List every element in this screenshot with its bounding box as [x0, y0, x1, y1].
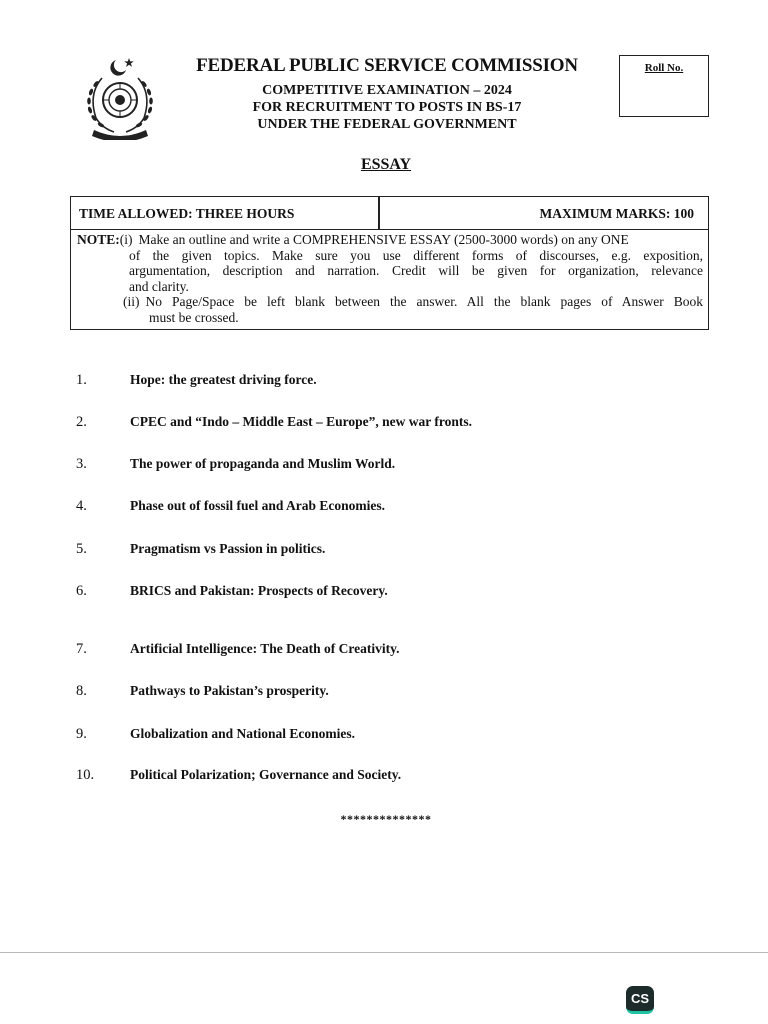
note-ii-line: No Page/Space be left blank between the answer. All the blank pages of Answer Book — [145, 294, 703, 309]
cell-divider — [378, 197, 380, 229]
topic-text: BRICS and Pakistan: Prospects of Recovery. — [130, 583, 388, 598]
topic-number: 6. — [76, 583, 87, 599]
note-line — [129, 263, 703, 279]
topic-number: 2. — [76, 414, 87, 430]
instructions-table — [70, 196, 709, 330]
topic-number: 5. — [76, 541, 87, 557]
note-i-tag: (i) — [119, 232, 133, 247]
topic-number: 8. — [76, 683, 87, 699]
note-line — [149, 310, 703, 326]
topic-text: The power of propaganda and Muslim World. — [130, 456, 396, 471]
topic-text: Phase out of fossil fuel and Arab Economies. — [130, 498, 386, 513]
note-ii-line: must be crossed. — [149, 309, 239, 325]
note-line — [123, 294, 703, 310]
note-i-line: and clarity. — [129, 278, 189, 294]
topic-number: 4. — [76, 498, 87, 514]
government-line: UNDER THE FEDERAL GOVERNMENT — [257, 117, 517, 132]
roll-number-label: Roll No. — [644, 62, 684, 74]
note-i-line: Make an outline and write a COMPREHENSIVE ESSAY (2500-3000 words) on any ONE — [138, 232, 629, 247]
topic-text: Hope: the greatest driving force. — [130, 372, 317, 387]
time-marks-row — [71, 197, 708, 230]
note-ii-tag: (ii) — [123, 294, 140, 309]
topic-text: Artificial Intelligence: The Death of Creativity. — [130, 641, 400, 656]
topic-number: 9. — [76, 726, 87, 742]
topic-text: Globalization and National Economies. — [130, 726, 356, 741]
note-lead: NOTE: — [77, 232, 120, 247]
organization-name: FEDERAL PUBLIC SERVICE COMMISSION — [196, 55, 578, 76]
note-line — [129, 279, 703, 295]
recruitment-line: FOR RECRUITMENT TO POSTS IN BS-17 — [252, 100, 522, 115]
roll-number-box — [619, 55, 709, 117]
exam-line: COMPETITIVE EXAMINATION – 2024 — [262, 83, 512, 98]
topic-text: CPEC and “Indo – Middle East – Europe”, new war fronts. — [130, 414, 473, 429]
time-allowed: TIME ALLOWED: THREE HOURS — [79, 206, 295, 221]
topic-text: Pathways to Pakistan’s prosperity. — [130, 683, 329, 698]
topic-number: 7. — [76, 641, 87, 657]
topic-number: 10. — [76, 767, 95, 783]
fpsc-emblem-icon — [80, 54, 160, 140]
note-i-line: of the given topics. Make sure you use different forms of discourses, e.g. exposition, — [129, 247, 703, 263]
note-i-line: argumentation, description and narration. Credit will be given for organization, relevance — [129, 263, 703, 278]
topic-number: 1. — [76, 372, 87, 388]
note-line — [129, 248, 703, 264]
end-stars: ************** — [340, 812, 432, 826]
note-line — [77, 232, 703, 248]
maximum-marks: MAXIMUM MARKS: 100 — [539, 206, 694, 221]
topic-number: 3. — [76, 456, 87, 472]
paper-title: ESSAY — [360, 156, 412, 173]
topic-text: Pragmatism vs Passion in politics. — [130, 541, 326, 556]
note-block — [77, 232, 703, 325]
topic-text: Political Polarization; Governance and Society. — [130, 767, 402, 782]
camscanner-icon: CS — [626, 986, 654, 1014]
